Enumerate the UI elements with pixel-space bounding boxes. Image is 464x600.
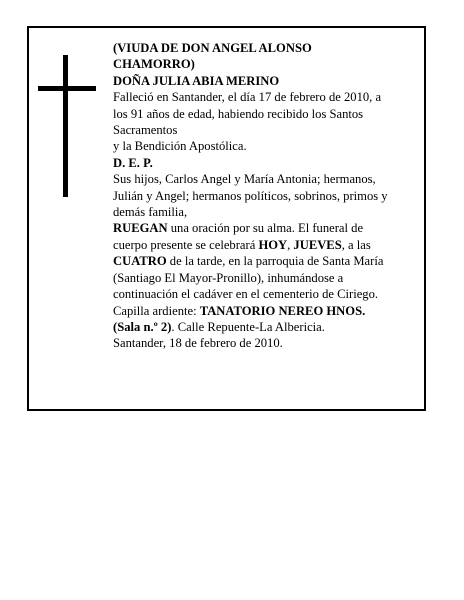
dep-line: D. E. P. bbox=[113, 155, 153, 170]
chapel-sala: (Sala n.º 2) bbox=[113, 319, 172, 334]
widow-heading-line1: (VIUDA DE DON ANGEL ALONSO bbox=[113, 41, 312, 55]
funeral-line-2 bbox=[113, 237, 413, 253]
funeral-line-1 bbox=[113, 220, 413, 236]
chapel-label: Capilla ardiente: bbox=[113, 303, 200, 318]
death-line-1: Falleció en Santander, el día 17 de febrero de 2010, a bbox=[113, 90, 382, 105]
death-line-3: Sacramentos bbox=[113, 123, 178, 138]
funeral-day-hoy: HOY bbox=[258, 237, 288, 252]
funeral-day-jueves: JUEVES bbox=[293, 237, 342, 252]
obituary-text bbox=[113, 40, 413, 352]
death-line-4: y la Bendición Apostólica. bbox=[113, 139, 247, 154]
cross-icon bbox=[38, 55, 96, 197]
ruegan-word: RUEGAN bbox=[113, 221, 168, 236]
chapel-line bbox=[113, 303, 413, 319]
death-line-2: los 91 años de edad, habiendo recibido los Santos bbox=[113, 106, 364, 121]
cross-horizontal-bar bbox=[38, 86, 96, 91]
date-line: Santander, 18 de febrero de 2010. bbox=[113, 336, 283, 351]
chapel-address: . Calle Repuente-La Albericia. bbox=[171, 319, 325, 334]
family-line-2: Julián y Angel; hermanos políticos, sobrinos, primos y bbox=[113, 188, 388, 203]
chapel-address-line bbox=[113, 319, 413, 335]
funeral-line-3-text: de la tarde, en la parroquia de Santa María bbox=[166, 254, 384, 269]
funeral-comma: , bbox=[287, 237, 294, 252]
funeral-line-4: (Santiago El Mayor-Pronillo), inhumándose a bbox=[113, 270, 344, 285]
family-line-1: Sus hijos, Carlos Angel y María Antonia; hermanos, bbox=[113, 172, 376, 187]
funeral-line-1-text: una oración por su alma. El funeral de bbox=[167, 221, 364, 236]
funeral-line-5: continuación el cadáver en el cementerio de Ciriego. bbox=[113, 287, 379, 302]
chapel-name: TANATORIO NEREO HNOS. bbox=[199, 303, 366, 318]
widow-heading-line2: CHAMORRO) bbox=[113, 57, 195, 72]
funeral-line-2-end: , a las bbox=[341, 237, 371, 252]
cross-vertical-bar bbox=[63, 55, 68, 197]
funeral-hour-cuatro: CUATRO bbox=[113, 254, 167, 269]
family-line-3: demás familia, bbox=[113, 205, 188, 220]
funeral-line-3 bbox=[113, 253, 413, 269]
funeral-line-2-text: cuerpo presente se celebrará bbox=[113, 237, 259, 252]
deceased-name: DOÑA JULIA ABIA MERINO bbox=[113, 73, 280, 88]
